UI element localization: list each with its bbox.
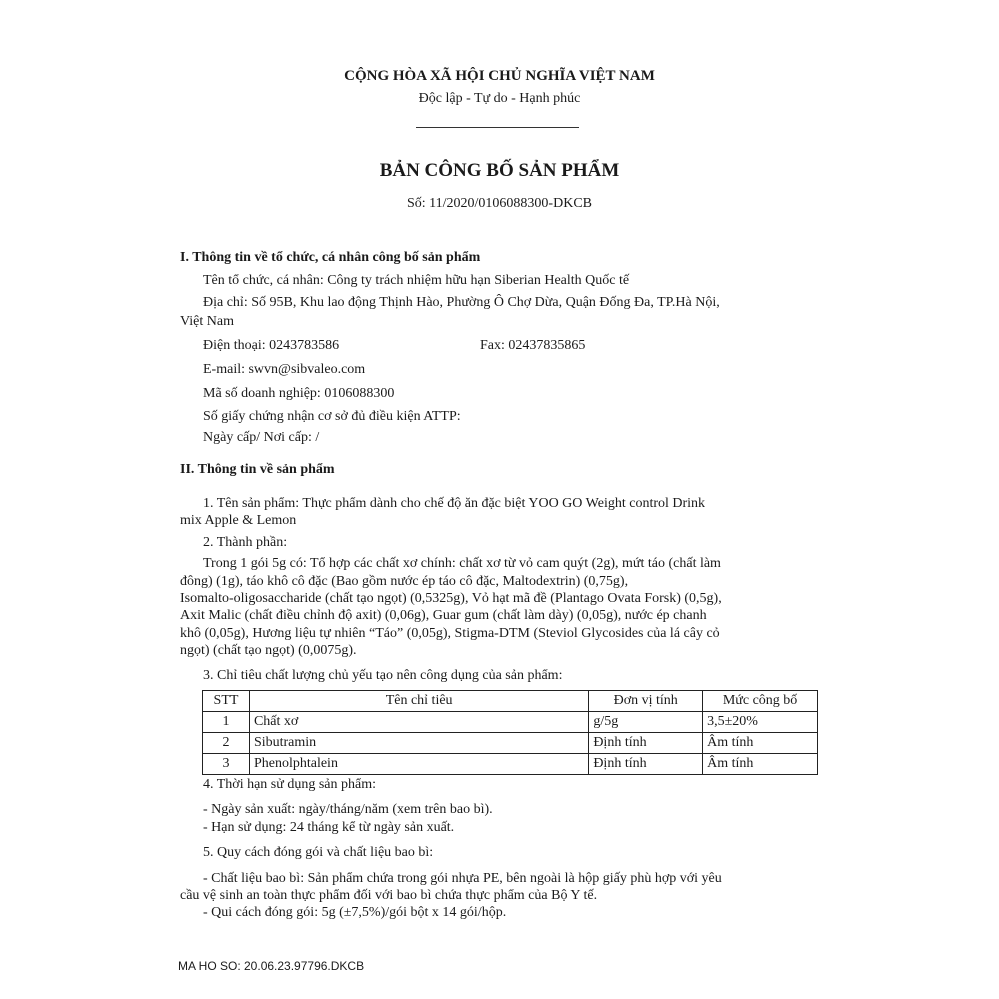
section-1-heading: I. Thông tin về tổ chức, cá nhân công bố sản phẩm: [180, 250, 481, 265]
fax: Fax: 02437835865: [480, 338, 586, 353]
table-cell: g/5g: [589, 712, 703, 733]
table-row: [203, 754, 818, 775]
composition-line: Trong 1 gói 5g có: Tổ hợp các chất xơ chính: chất xơ từ vỏ cam quýt (2g), mứt táo (chất làm: [203, 556, 721, 571]
composition-line: ngọt) (chất tạo ngọt) (0,0075g).: [180, 643, 357, 658]
quality-table: [202, 690, 818, 775]
dossier-code: MA HO SO: 20.06.23.97796.DKCB: [178, 959, 365, 973]
composition-line: Axit Malic (chất điều chỉnh độ axit) (0,06g), Guar gum (chất làm dày) (0,05g), nước ép chanh: [180, 608, 707, 623]
composition-heading: 2. Thành phần:: [203, 535, 288, 550]
country-name: CỘNG HÒA XÃ HỘI CHỦ NGHĨA VIỆT NAM: [344, 68, 655, 84]
header-divider: [416, 127, 579, 128]
table-cell: 3,5±20%: [703, 712, 818, 733]
table-header-cell: Mức công bố: [703, 691, 818, 712]
product-name-line-2: mix Apple & Lemon: [180, 513, 297, 528]
packaging-line: - Qui cách đóng gói: 5g (±7,5%)/gói bột x 14 gói/hộp.: [203, 905, 507, 920]
composition-line: khô (0,05g), Hương liệu tự nhiên “Táo” (0,05g), Stigma-DTM (Steviol Glycosides của lá cây cỏ: [180, 626, 720, 641]
shelf-life-heading: 4. Thời hạn sử dụng sản phẩm:: [203, 777, 376, 792]
table-cell: 1: [203, 712, 250, 733]
table-cell: 2: [203, 733, 250, 754]
table-cell: Sibutramin: [249, 733, 588, 754]
table-cell: Định tính: [589, 754, 703, 775]
table-row: [203, 733, 818, 754]
composition-line: đông) (1g), táo khô cô đặc (Bao gồm nước ép táo cô đặc, Maltodextrin) (0,75g),: [180, 574, 629, 589]
document-number: Số: 11/2020/0106088300-DKCB: [407, 196, 592, 211]
table-cell: Âm tính: [703, 733, 818, 754]
food-safety-cert: Số giấy chứng nhận cơ sở đủ điều kiện ATTP:: [203, 409, 461, 424]
table-cell: Chất xơ: [249, 712, 588, 733]
packaging-line: - Chất liệu bao bì: Sản phẩm chứa trong gói nhựa PE, bên ngoài là hộp giấy phù hợp với yêu: [203, 871, 722, 886]
packaging-heading: 5. Quy cách đóng gói và chất liệu bao bì:: [203, 845, 434, 860]
quality-heading: 3. Chỉ tiêu chất lượng chủ yếu tạo nên công dụng của sản phẩm:: [203, 668, 563, 683]
table-header-cell: STT: [203, 691, 250, 712]
composition-line: Isomalto-oligosaccharide (chất tạo ngọt) (0,5325g), Vỏ hạt mã đề (Plantago Ovata Forsk) (0,5g),: [180, 591, 722, 606]
manufacture-date: - Ngày sản xuất: ngày/tháng/năm (xem trên bao bì).: [203, 802, 493, 817]
issue-info: Ngày cấp/ Nơi cấp: /: [203, 430, 320, 445]
table-cell: 3: [203, 754, 250, 775]
org-name: Tên tổ chức, cá nhân: Công ty trách nhiệm hữu hạn Siberian Health Quốc tế: [203, 273, 630, 288]
table-row: [203, 712, 818, 733]
section-2-heading: II. Thông tin về sản phẩm: [180, 462, 335, 477]
table-header-row: [203, 691, 818, 712]
table-header-cell: Tên chỉ tiêu: [249, 691, 588, 712]
phone: Điện thoại: 0243783586: [203, 338, 340, 353]
address-line-2: Việt Nam: [180, 314, 234, 329]
email: E-mail: swvn@sibvaleo.com: [203, 362, 366, 377]
address-line-1: Địa chỉ: Số 95B, Khu lao động Thịnh Hào, Phường Ô Chợ Dừa, Quận Đống Đa, TP.Hà Nội,: [203, 295, 720, 310]
national-motto: Độc lập - Tự do - Hạnh phúc: [418, 91, 581, 106]
packaging-line: cầu vệ sinh an toàn thực phẩm đối với bao bì chứa thực phẩm của Bộ Y tế.: [180, 888, 598, 903]
product-name-line-1: 1. Tên sản phẩm: Thực phẩm dành cho chế độ ăn đặc biệt YOO GO Weight control Drink: [203, 496, 706, 511]
table-cell: Định tính: [589, 733, 703, 754]
table-cell: Âm tính: [703, 754, 818, 775]
table-cell: Phenolphtalein: [249, 754, 588, 775]
table-header-cell: Đơn vị tính: [589, 691, 703, 712]
document-title: BẢN CÔNG BỐ SẢN PHẨM: [379, 160, 620, 181]
business-code: Mã số doanh nghiệp: 0106088300: [203, 386, 395, 401]
expiry-date: - Hạn sử dụng: 24 tháng kể từ ngày sản xuất.: [203, 820, 455, 835]
